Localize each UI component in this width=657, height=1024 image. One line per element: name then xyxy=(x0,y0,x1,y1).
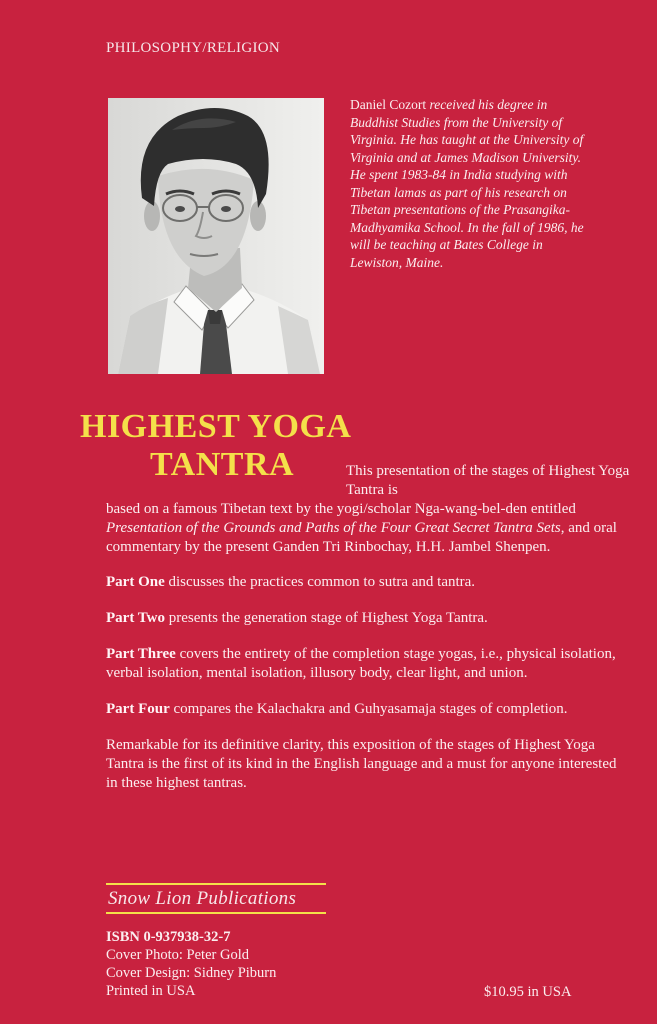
book-title-line1: HIGHEST YOGA xyxy=(80,408,352,445)
part-two xyxy=(106,609,626,628)
part-four-text: compares the Kalachakra and Guhyasamaja stages of completion. xyxy=(169,701,568,717)
part-three-label: Part Three xyxy=(106,646,176,662)
description-intro-start: This presentation of the stages of Highest Yoga Tantra is xyxy=(346,463,630,498)
author-bio-text: received his degree in Buddhist Studies from the University of Virginia. He has taught at the University of Virginia and at James Madison University. He spent 1983-84 in India studying with Tibetan lamas as part of his research on Tibetan presentations of the Prasangika-Madhyamika School. In the fall of 1986, he will be teaching at Bates College in Lewiston, Maine. xyxy=(350,97,584,270)
part-one-text: discusses the practices common to sutra and tantra. xyxy=(164,574,476,590)
part-one-label: Part One xyxy=(106,574,165,590)
part-three xyxy=(106,645,626,683)
publisher-logo: Snow Lion Publications xyxy=(106,883,326,914)
printed-in: Printed in USA xyxy=(106,983,196,999)
description-intro-cont: based on a famous Tibetan text by the yogi/scholar Nga-wang-bel-den entitled xyxy=(106,501,576,517)
book-title xyxy=(80,408,380,484)
part-three-text: covers the entirety of the completion stage yogas, i.e., physical isolation, verbal isolation, mental isolation, illusory body, clear light, and union. xyxy=(106,646,616,681)
book-title-line2: TANTRA xyxy=(150,446,295,483)
author-portrait-icon xyxy=(108,98,324,374)
cover-design-credit: Cover Design: Sidney Piburn xyxy=(106,965,277,981)
isbn: ISBN 0-937938-32-7 xyxy=(106,929,231,945)
part-two-label: Part Two xyxy=(106,610,166,626)
description-intro-end: , and oral commentary by the present Ganden Tri Rinbochay, H.H. Jambel Shenpen. xyxy=(106,520,617,555)
price: $10.95 in USA xyxy=(484,984,572,1000)
part-four-label: Part Four xyxy=(106,701,170,717)
part-four xyxy=(106,700,626,719)
source-text-title: Presentation of the Grounds and Paths of the Four Great Secret Tantra Sets xyxy=(106,520,561,536)
cover-photo-credit: Cover Photo: Peter Gold xyxy=(106,947,249,963)
author-name: Daniel Cozort xyxy=(350,97,427,112)
author-bio xyxy=(350,96,590,271)
category-label: PHILOSOPHY/RELIGION xyxy=(106,40,281,56)
credits xyxy=(106,928,366,1000)
closing-paragraph: Remarkable for its definitive clarity, this exposition of the stages of Highest Yoga Tantra is the first of its kind in the English language and a must for anyone interested in these highest tantras. xyxy=(106,737,617,791)
description xyxy=(106,500,626,810)
description-intro xyxy=(106,500,626,557)
part-two-text: presents the generation stage of Highest Yoga Tantra. xyxy=(165,610,488,626)
part-one xyxy=(106,573,626,592)
author-photo xyxy=(108,98,324,374)
